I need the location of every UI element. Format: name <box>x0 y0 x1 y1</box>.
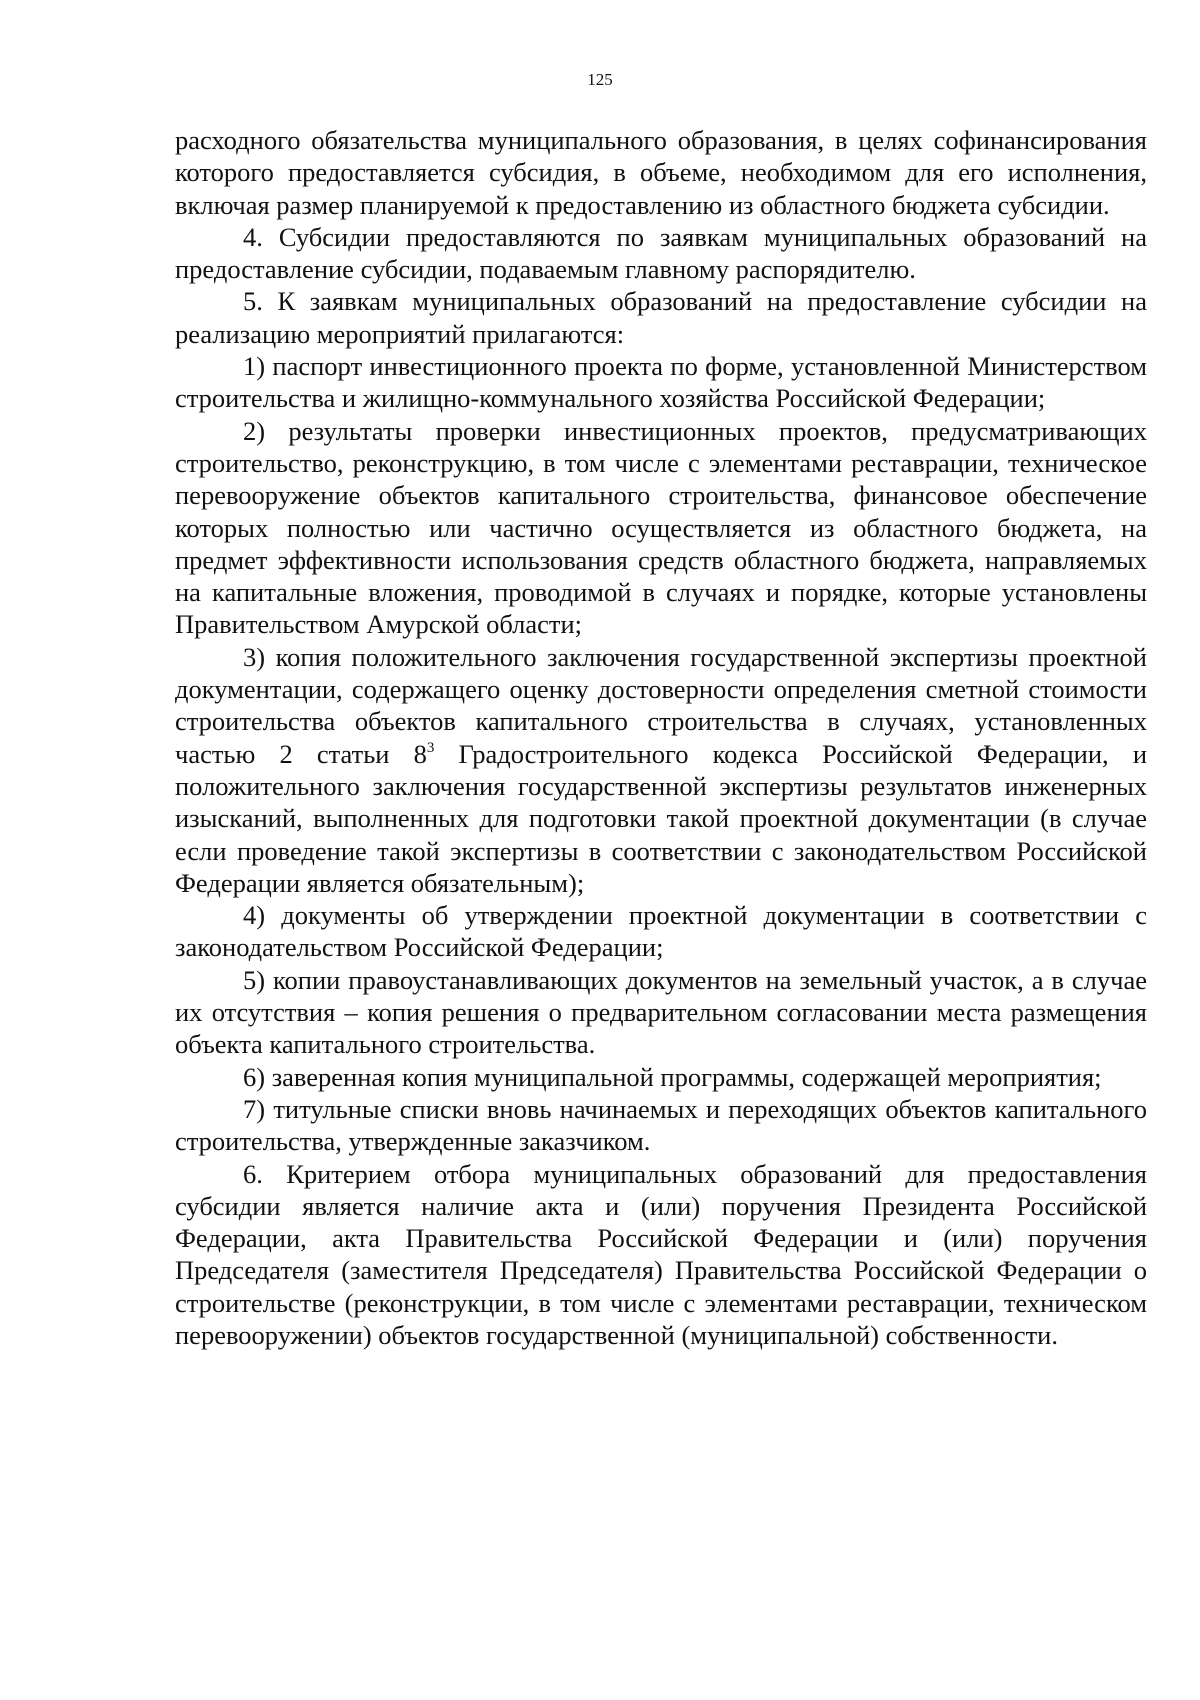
list-item-5: 5) копии правоустанавливающих документов на земельный участок, а в случае их отсутствия – копия решения о предварительном согласовании места размещения объекта капитального строительства. <box>175 964 1147 1060</box>
paragraph-item-6: 6. Критерием отбора муниципальных образований для предоставления субсидии является наличие акта и (или) поручения Президента Российской Федерации, акта Правительства Российской Федерации и (или) поручения Председателя (заместителя Председателя) Правительства Российской Федерации о строительстве (реконструкции, в том числе с элементами реставрации, техническом перевооружении) объектов государственной (муниципальной) собственности. <box>175 1158 1147 1350</box>
list-item-4: 4) документы об утверждении проектной документации в соответствии с законодательством Российской Федерации; <box>175 900 1147 963</box>
paragraph-item-5: 5. К заявкам муниципальных образований на предоставление субсидии на реализацию мероприятий прилагаются: <box>175 286 1147 349</box>
paragraph-item-4: 4. Субсидии предоставляются по заявкам муниципальных образований на предоставление субсидии, подаваемым главному распорядителю. <box>175 221 1147 285</box>
list-item-3-text-after: Градостроительного кодекса Российской Федерации, и положительного заключения государственной экспертизы результатов инженерных изысканий, выполненных для подготовки такой проектной документации (в случае если проведение такой экспертизы в соответствии с законодательством Российской Федерации является обязательным); <box>175 738 1148 898</box>
list-item-6: 6) заверенная копия муниципальной программы, содержащей мероприятия; <box>243 1061 1102 1092</box>
list-item-3 <box>175 641 1147 899</box>
list-item-3-text-before: 3) копия положительного заключения государственной экспертизы проектной документации, содержащего оценку достоверности определения сметной стоимости строительства объектов капитального строительства в случаях, установленных частью 2 статьи 8 <box>175 641 1147 769</box>
paragraph-continuation: расходного обязательства муниципального образования, в целях софинансирования которого предоставляется субсидия, в объеме, необходимом для его исполнения, включая размер планируемой к предоставлению из областного бюджета субсидии. <box>175 125 1147 220</box>
list-item-1: 1) паспорт инвестиционного проекта по форме, установленной Министерством строительства и жилищно-коммунального хозяйства Российской Федерации; <box>175 351 1147 414</box>
superscript: 3 <box>426 739 435 756</box>
list-item-2: 2) результаты проверки инвестиционных проектов, предусматривающих строительство, реконструкцию, в том числе с элементами реставрации, техническое перевооружение объектов капитального строительства, финансовое обеспечение которых полностью или частично осуществляется из областного бюджета, на предмет эффективности использования средств областного бюджета, направляемых на капитальные вложения, проводимой в случаях и порядке, которые установлены Правительством Амурской области; <box>175 415 1147 640</box>
list-item-7: 7) титульные списки вновь начинаемых и переходящих объектов капитального строительства, утвержденные заказчиком. <box>175 1093 1147 1157</box>
document-body <box>175 124 1147 1351</box>
page-number: 125 <box>587 70 613 89</box>
